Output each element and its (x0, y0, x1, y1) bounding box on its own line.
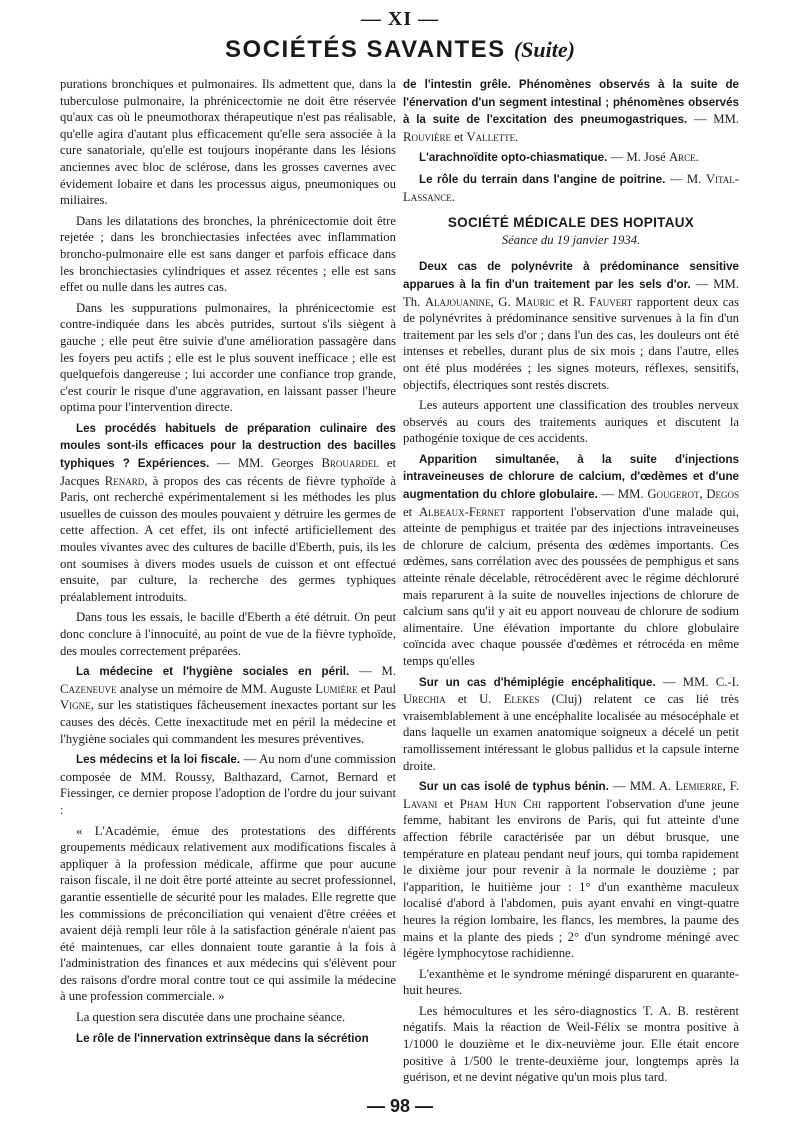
text: — MM. A. (608, 779, 676, 794)
article-heading: L'arachnoïdite opto-chiasmatique. (419, 151, 608, 165)
text: rapportent deux cas de polynévrites à prédominance sensitive survenues à la fin d'un traitement par les sels d'or ; dans l'un des cas, les douleurs ont été intenses et rebelles, durant plus de six mois ; dans l'autre, elles ont été plus modérées ; les signes moteurs, réflexes, sensitifs, objectifs, électriques sont restés discrets. (403, 294, 739, 392)
text: et U. (445, 692, 504, 707)
author-name: Mauric (515, 294, 555, 309)
article-heading: Apparition simultanée, à la suite d'injections intraveineuses de chlorure de calcium, d'œdèmes et d'une augmentation du chlore globulaire. (403, 452, 739, 502)
article-heading: La médecine et l'hygiène sociales en péril. (76, 665, 350, 679)
paragraph: Les hémocultures et les séro-diagnostics T. A. B. restèrent négatifs. Mais la réaction de Weil-Félix se montra positive à 1/1000 le douzième et le dix-neuvième jour. Elle était encore positive à 1/500 le trente-deuxième jour, longtemps après la guérison, et ne devint négative qu'un mois plus tard. (403, 1003, 739, 1085)
article-heading: Deux cas de polynévrite à prédominance sensitive apparues à la fin d'un traitement par les sels d'or. (403, 260, 739, 291)
paragraph: L'exanthème et le syndrome méningé disparurent en quarante-huit heures. (403, 966, 739, 998)
header-suite: (Suite) (513, 37, 575, 62)
text: (Cluj) relatent ce cas lié très vraisemblablement à une encéphalite localisée au mésocéphale et dans laquelle un examen anatomique soigneux a décelé un petit ramollissement intéressant le globus pallidus et la capsule interne droite. (403, 692, 739, 773)
text: . (695, 150, 699, 165)
text: , G. (490, 294, 516, 309)
text: — M. (665, 171, 706, 186)
text: — MM. (687, 112, 739, 127)
section-title: SOCIÉTÉ MÉDICALE DES HOPITAUX (447, 215, 695, 231)
author-name: Vallette (466, 129, 516, 144)
author-name: Fauvert (589, 294, 633, 309)
text: , à propos des cas récents de fièvre typhoïde à Paris, ont recherché expérimentalement si les méthodes les plus usuelles de cuisson des moules pouvaient y détruire les germes de cette affection. A cet effet, ils ont infecté artificiellement des moules vivantes avec des cultures de bacille d'Eberth, puis, ils les ont soumises à divers modes usuels de cuisson et ont effectué ensuite, par culture, la recherche des germes typhiques préalablement introduits. (60, 473, 397, 604)
paragraph: Dans les suppurations pulmonaires, la phrénicectomie est contre-indiquée dans les abcès putrides, surtout s'ils siègent à gauche ; elle peut être suivie d'une amélioration passagère dans les foyers peu actifs ; elle est le plus souvent inefficace ; elle est quelquefois dangereuse ; lui accorder une confiance trop grande, c'est courir le risque d'une aggravation, en laissant passer l'heure optima pour l'intervention directe. (60, 300, 396, 415)
author-name: Cazeneuve (60, 681, 117, 696)
author-name: Urechia (403, 692, 446, 707)
paragraph: La question sera discutée dans une prochaine séance. (76, 1010, 346, 1025)
author-name: Brouardel (321, 456, 379, 471)
paragraph (403, 451, 739, 670)
article-heading: de l'intestin grêle. Phénomènes observés à la suite de l'énervation d'un segment intestinal ; phénomènes observés à la suite de l'excitation des pneumogastriques. (403, 78, 739, 127)
page-number-top: — XI — (360, 8, 440, 30)
article-heading: Sur un cas isolé de typhus bénin. (419, 780, 609, 794)
paragraph: Les auteurs apportent une classification des troubles nerveux observés au cours des traitements auriques et discutent la pathogénie toxique de ces accidents. (403, 398, 739, 446)
text: — Au nom d'une commission composée de MM. Roussy, Balthazard, Carnot, Bernard et Fiessinger, ce dernier propose l'adoption de l'ordre du jour suivant : (60, 752, 397, 817)
text: . (451, 189, 455, 204)
paragraph (60, 663, 396, 747)
author-name: Gougerot (647, 487, 700, 502)
author-name: Alajouanine (424, 294, 491, 309)
author-name: Lavani (403, 796, 438, 811)
author-name: Vigne (60, 698, 91, 713)
page-header (0, 36, 800, 64)
paragraph (403, 258, 739, 393)
text: , F. (722, 779, 739, 794)
article-heading: Les procédés habituels de préparation culinaire des moules sont-ils efficaces pour la destruction des bacilles typhiques ? Expériences. (60, 421, 396, 471)
paragraph (403, 149, 739, 167)
text: et (403, 504, 419, 519)
author-name: Vital-Lassance (403, 171, 740, 204)
text: . (515, 129, 519, 144)
text: , sur les statistiques fâcheusement inexactes portant sur les causes des décès. Cette inexactitude met en péril la médecine et l'hygiène sociales qui commandent les mesures préventives. (60, 698, 396, 746)
text: — MM. (597, 487, 648, 502)
author-name: Arce (668, 150, 696, 165)
author-name: Pham Hun Chi (459, 796, 542, 811)
text: — MM. C.-I. (655, 674, 740, 689)
text: — M. José (607, 150, 669, 165)
paragraph: purations bronchiques et pulmonaires. Ils admettent que, dans la tuberculose pulmonaire, la phrénicectomie ne doit être réservée qu'aux cas où le pneumothorax thérapeutique n'est pas réalisable, qu'elle agira d'autant plus efficacement qu'elle sera associée à la cure sanatoriale, qu'elle est toujours inopérante dans les lésions anciennes avec bloc de sclérose, dans les grosses cavernes avec évidement lobaire et dans les processus aigus, pneumoniques ou miliaires. (60, 77, 396, 208)
text: et Paul (357, 681, 396, 696)
paragraph (403, 171, 739, 205)
paragraph: Dans tous les essais, le bacille d'Eberth a été détruit. On peut donc conclure à l'innocuité, au point de vue de la fièvre typhoïde, des moules correctement préparées. (60, 610, 396, 658)
header-title: SOCIÉTÉS SAVANTES (225, 36, 506, 63)
page-number-bottom: — 98 — (366, 1096, 434, 1116)
text: — M. (349, 664, 397, 679)
left-column (60, 76, 396, 1051)
paragraph: « L'Académie, émue des protestations des différents groupements médicaux relativement aux modifications fiscales à appliquer à la profession médicale, affirme que pour aucune raison fiscale, il ne doit être porté atteinte au secret professionnel, garantie essentielle de sécurité pour les malades. Elle regrette que les commissions de préconciliation qui venaient d'être créées et avaient déjà rempli leur rôle à la satisfaction générale n'aient pas été maintenues, car elles donnaient toute garantie à la fois à l'administration des finances et aux médecins qui s'élèvent pour des raisons d'ordre moral contre tout ce qui assimile la médecine à une profession commerciale. » (60, 823, 396, 1004)
paragraph (60, 420, 396, 606)
text: , (699, 487, 707, 502)
paragraph (403, 778, 739, 962)
text: et (437, 796, 460, 811)
paragraph (403, 674, 739, 775)
article-heading: Les médecins et la loi fiscale. (76, 753, 241, 767)
author-name: Lumière (315, 681, 358, 696)
section-subtitle: Séance du 19 janvier 1934. (501, 232, 641, 247)
text: et Jacques (60, 456, 396, 488)
text: rapportent l'observation d'une malade qui, atteinte de pemphigus et traitée par des injections intraveineuses de chlorure de calcium, présenta des œdèmes importants. Ces œdèmes, sans corrélation avec des poussées de pemphigus et sans atteinte rénale décelable, rétrocédèrent avec le régime déchloruré mais reparurent à la suite de nouvelles injections de chlorure de calcium sans qu'il y ait eu apport nouveau de chlorure de sodium alimentaire. Une élévation importante du chlore globulaire coïncida avec chaque poussée d'œdèmes et rétrocéda en même temps qu'elles (403, 504, 739, 668)
author-name: Albeaux-Fernet (418, 504, 505, 519)
article-heading: Sur un cas d'hémiplégie encéphalitique. (419, 675, 656, 689)
author-name: Lemierre (675, 779, 723, 794)
right-column (403, 76, 739, 1090)
text: rapportent l'observation d'une jeune femme, habitant les environs de Paris, qui fut atteinte d'une affection fébrile caractérisée par un début brusque, une température en plateau pendant neuf jours, qui tomba rapidement le dixième jour pour revenir à la normale le douzième ; par l'apparition, le huitième jour : 1° d'un exanthème maculeux localisé d'abord à l'abdomen, puis ayant envahi en vingt-quatre heures la région lombaire, les flancs, les membres, la paume des mains et la plante des pieds ; 2° d'un syndrome méningé avec légère lymphocytose rachidienne. (403, 796, 739, 961)
paragraph (60, 1030, 396, 1048)
paragraph (403, 76, 739, 145)
text: — MM. Th. (403, 276, 740, 309)
author-name: Degos (706, 487, 740, 502)
author-name: Rouvière (403, 129, 451, 144)
text: et (450, 129, 467, 144)
author-name: Renard (104, 473, 145, 488)
author-name: Elekes (503, 692, 540, 707)
text: et R. (554, 294, 590, 309)
paragraph (60, 751, 396, 818)
article-heading: Le rôle du terrain dans l'angine de poitrine. (419, 172, 666, 186)
text: analyse un mémoire de MM. Auguste (116, 681, 316, 696)
text: — MM. Georges (209, 456, 322, 471)
paragraph: Dans les dilatations des bronches, la phrénicectomie doit être rejetée ; dans les bronchiectasies infectées avec inflammation broncho-pulmonaire elle est sans danger et parfois efficace dans les bronchiectasies cylindriques et assez récentes ; elle est sans effet ou nulle dans les autres cas. (60, 213, 396, 295)
article-heading: Le rôle de l'innervation extrinsèque dans la sécrétion (76, 1031, 369, 1045)
